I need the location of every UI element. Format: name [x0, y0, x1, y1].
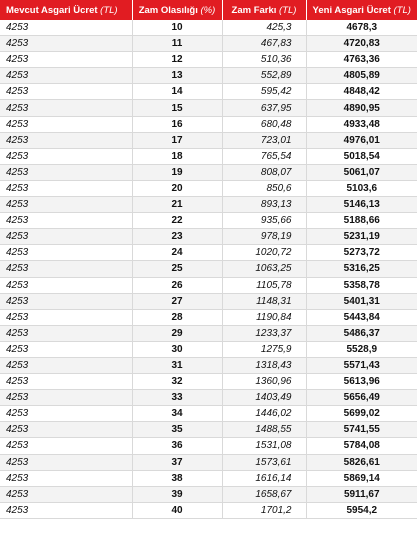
new-wage-cell: 4976,01 — [306, 132, 417, 148]
current-wage-cell: 4253 — [0, 341, 132, 357]
new-wage-cell: 5911,67 — [306, 486, 417, 502]
raise-rate-cell: 28 — [132, 309, 222, 325]
table-row — [0, 84, 417, 100]
raise-rate-cell: 19 — [132, 164, 222, 180]
current-wage-cell: 4253 — [0, 357, 132, 373]
raise-rate-cell: 35 — [132, 422, 222, 438]
new-wage-cell: 5486,37 — [306, 325, 417, 341]
table-row — [0, 486, 417, 502]
raise-rate-cell: 29 — [132, 325, 222, 341]
table-row — [0, 132, 417, 148]
table-row — [0, 116, 417, 132]
current-wage-cell: 4253 — [0, 100, 132, 116]
raise-diff-cell: 1616,14 — [222, 470, 306, 486]
current-wage-cell: 4253 — [0, 164, 132, 180]
table-row — [0, 164, 417, 180]
table-row — [0, 309, 417, 325]
new-wage-cell: 4848,42 — [306, 84, 417, 100]
current-wage-cell: 4253 — [0, 502, 132, 518]
raise-diff-cell: 595,42 — [222, 84, 306, 100]
raise-rate-cell: 25 — [132, 261, 222, 277]
current-wage-cell: 4253 — [0, 245, 132, 261]
raise-diff-cell: 1020,72 — [222, 245, 306, 261]
current-wage-cell: 4253 — [0, 438, 132, 454]
new-wage-cell: 5528,9 — [306, 341, 417, 357]
raise-rate-cell: 34 — [132, 406, 222, 422]
raise-rate-cell: 31 — [132, 357, 222, 373]
new-wage-cell: 5784,08 — [306, 438, 417, 454]
table-row — [0, 502, 417, 518]
raise-diff-cell: 1318,43 — [222, 357, 306, 373]
raise-rate-cell: 17 — [132, 132, 222, 148]
raise-diff-cell: 1531,08 — [222, 438, 306, 454]
current-wage-cell: 4253 — [0, 374, 132, 390]
header-row — [0, 0, 417, 20]
raise-rate-cell: 18 — [132, 148, 222, 164]
header-raise-rate — [132, 0, 222, 20]
header-current-wage-unit: (TL) — [100, 4, 118, 16]
raise-diff-cell: 1488,55 — [222, 422, 306, 438]
new-wage-cell: 5018,54 — [306, 148, 417, 164]
header-raise-diff-label: Zam Farkı — [231, 4, 277, 16]
header-new-wage-unit: (TL) — [393, 4, 411, 16]
current-wage-cell: 4253 — [0, 68, 132, 84]
raise-rate-cell: 26 — [132, 277, 222, 293]
new-wage-cell: 4763,36 — [306, 52, 417, 68]
raise-diff-cell: 1658,67 — [222, 486, 306, 502]
current-wage-cell: 4253 — [0, 422, 132, 438]
new-wage-cell: 5699,02 — [306, 406, 417, 422]
raise-diff-cell: 978,19 — [222, 229, 306, 245]
new-wage-cell: 5869,14 — [306, 470, 417, 486]
new-wage-cell: 4720,83 — [306, 36, 417, 52]
raise-diff-cell: 1233,37 — [222, 325, 306, 341]
table-row — [0, 148, 417, 164]
raise-rate-cell: 40 — [132, 502, 222, 518]
table-row — [0, 180, 417, 196]
table-row — [0, 357, 417, 373]
table-row — [0, 261, 417, 277]
table-row — [0, 245, 417, 261]
raise-diff-cell: 1360,96 — [222, 374, 306, 390]
table-row — [0, 325, 417, 341]
raise-diff-cell: 1446,02 — [222, 406, 306, 422]
table-row — [0, 390, 417, 406]
table-body — [0, 20, 417, 518]
table-row — [0, 422, 417, 438]
new-wage-cell: 4678,3 — [306, 20, 417, 36]
table-row — [0, 438, 417, 454]
header-current-wage-label: Mevcut Asgari Ücret — [6, 4, 98, 16]
new-wage-cell: 5656,49 — [306, 390, 417, 406]
raise-diff-cell: 850,6 — [222, 180, 306, 196]
current-wage-cell: 4253 — [0, 486, 132, 502]
table-row — [0, 229, 417, 245]
current-wage-cell: 4253 — [0, 36, 132, 52]
raise-diff-cell: 723,01 — [222, 132, 306, 148]
current-wage-cell: 4253 — [0, 180, 132, 196]
table-row — [0, 470, 417, 486]
new-wage-cell: 5061,07 — [306, 164, 417, 180]
current-wage-cell: 4253 — [0, 390, 132, 406]
raise-diff-cell: 680,48 — [222, 116, 306, 132]
raise-rate-cell: 32 — [132, 374, 222, 390]
new-wage-cell: 4805,89 — [306, 68, 417, 84]
table-row — [0, 374, 417, 390]
table-row — [0, 100, 417, 116]
raise-rate-cell: 30 — [132, 341, 222, 357]
raise-diff-cell: 510,36 — [222, 52, 306, 68]
header-raise-rate-label: Zam Olasılığı — [138, 4, 198, 16]
raise-rate-cell: 11 — [132, 36, 222, 52]
raise-rate-cell: 24 — [132, 245, 222, 261]
raise-diff-cell: 808,07 — [222, 164, 306, 180]
table-row — [0, 341, 417, 357]
raise-diff-cell: 1190,84 — [222, 309, 306, 325]
raise-rate-cell: 27 — [132, 293, 222, 309]
current-wage-cell: 4253 — [0, 213, 132, 229]
raise-diff-cell: 935,66 — [222, 213, 306, 229]
new-wage-cell: 4890,95 — [306, 100, 417, 116]
raise-diff-cell: 1105,78 — [222, 277, 306, 293]
header-raise-diff-unit: (TL) — [279, 4, 297, 16]
table-row — [0, 277, 417, 293]
current-wage-cell: 4253 — [0, 261, 132, 277]
raise-rate-cell: 12 — [132, 52, 222, 68]
header-new-wage — [306, 0, 417, 20]
current-wage-cell: 4253 — [0, 454, 132, 470]
new-wage-cell: 5146,13 — [306, 197, 417, 213]
table-row — [0, 293, 417, 309]
header-raise-diff — [222, 0, 306, 20]
current-wage-cell: 4253 — [0, 229, 132, 245]
current-wage-cell: 4253 — [0, 309, 132, 325]
new-wage-cell: 5316,25 — [306, 261, 417, 277]
new-wage-cell: 5103,6 — [306, 180, 417, 196]
current-wage-cell: 4253 — [0, 406, 132, 422]
current-wage-cell: 4253 — [0, 197, 132, 213]
raise-rate-cell: 37 — [132, 454, 222, 470]
header-raise-rate-unit: (%) — [200, 4, 216, 16]
table-row — [0, 20, 417, 36]
new-wage-cell: 5613,96 — [306, 374, 417, 390]
table-row — [0, 406, 417, 422]
table-header — [0, 0, 417, 20]
raise-diff-cell: 1148,31 — [222, 293, 306, 309]
raise-rate-cell: 39 — [132, 486, 222, 502]
header-new-wage-label: Yeni Asgari Ücret — [312, 4, 391, 16]
new-wage-cell: 5741,55 — [306, 422, 417, 438]
raise-rate-cell: 15 — [132, 100, 222, 116]
current-wage-cell: 4253 — [0, 325, 132, 341]
header-current-wage — [0, 0, 132, 20]
raise-rate-cell: 38 — [132, 470, 222, 486]
raise-rate-cell: 36 — [132, 438, 222, 454]
new-wage-cell: 5571,43 — [306, 357, 417, 373]
new-wage-cell: 5826,61 — [306, 454, 417, 470]
raise-diff-cell: 552,89 — [222, 68, 306, 84]
table-row — [0, 68, 417, 84]
raise-rate-cell: 13 — [132, 68, 222, 84]
new-wage-cell: 4933,48 — [306, 116, 417, 132]
new-wage-cell: 5443,84 — [306, 309, 417, 325]
table-row — [0, 197, 417, 213]
new-wage-cell: 5358,78 — [306, 277, 417, 293]
raise-rate-cell: 16 — [132, 116, 222, 132]
table-row — [0, 52, 417, 68]
current-wage-cell: 4253 — [0, 132, 132, 148]
raise-diff-cell: 893,13 — [222, 197, 306, 213]
current-wage-cell: 4253 — [0, 277, 132, 293]
new-wage-cell: 5401,31 — [306, 293, 417, 309]
new-wage-cell: 5273,72 — [306, 245, 417, 261]
raise-diff-cell: 1701,2 — [222, 502, 306, 518]
raise-rate-cell: 14 — [132, 84, 222, 100]
current-wage-cell: 4253 — [0, 20, 132, 36]
new-wage-cell: 5231,19 — [306, 229, 417, 245]
raise-diff-cell: 765,54 — [222, 148, 306, 164]
current-wage-cell: 4253 — [0, 84, 132, 100]
raise-diff-cell: 1275,9 — [222, 341, 306, 357]
raise-rate-cell: 22 — [132, 213, 222, 229]
current-wage-cell: 4253 — [0, 148, 132, 164]
raise-rate-cell: 20 — [132, 180, 222, 196]
table-row — [0, 36, 417, 52]
raise-diff-cell: 637,95 — [222, 100, 306, 116]
new-wage-cell: 5188,66 — [306, 213, 417, 229]
raise-rate-cell: 10 — [132, 20, 222, 36]
current-wage-cell: 4253 — [0, 470, 132, 486]
current-wage-cell: 4253 — [0, 116, 132, 132]
raise-diff-cell: 1063,25 — [222, 261, 306, 277]
new-wage-cell: 5954,2 — [306, 502, 417, 518]
raise-rate-cell: 33 — [132, 390, 222, 406]
table-row — [0, 454, 417, 470]
current-wage-cell: 4253 — [0, 52, 132, 68]
raise-diff-cell: 425,3 — [222, 20, 306, 36]
raise-rate-cell: 21 — [132, 197, 222, 213]
raise-diff-cell: 1573,61 — [222, 454, 306, 470]
current-wage-cell: 4253 — [0, 293, 132, 309]
raise-diff-cell: 1403,49 — [222, 390, 306, 406]
raise-diff-cell: 467,83 — [222, 36, 306, 52]
table-row — [0, 213, 417, 229]
raise-rate-cell: 23 — [132, 229, 222, 245]
